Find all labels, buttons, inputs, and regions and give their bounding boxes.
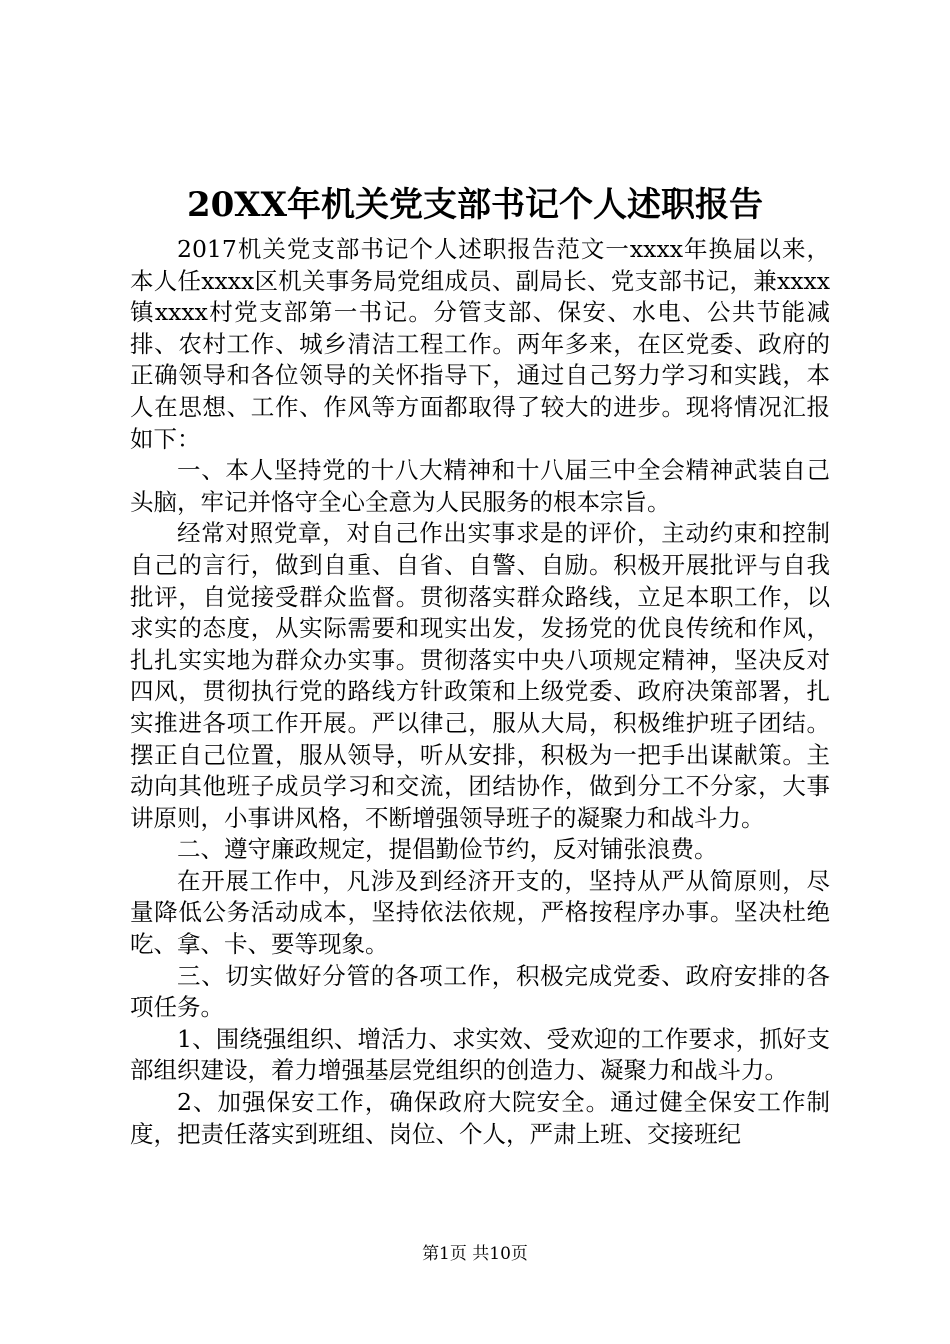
document-title: 20XX年机关党支部书记个人述职报告 (186, 185, 764, 225)
paragraph-section-1-detail: 经常对照党章，对自己作出实事求是的评价，主动约束和控制自己的言行，做到自重、自省、自警、自励。积极开展批评与自我批评，自觉接受群众监督。贯彻落实群众路线，立足本职工作，以求实的态度，从实际需要和现实出发，发扬党的优良传统和作风，扎扎实实地为群众办实事。贯彻落实中央八项规定精神，坚决反对四风，贯彻执行党的路线方针政策和上级党委、政府决策部署，扎实推进各项工作开展。严以律己，服从大局，积极维护班子团结。摆正自己位置，服从领导，听从安排，积极为一把手出谋献策。主动向其他班子成员学习和交流，团结协作，做到分工不分家，大事讲原则，小事讲风格，不断增强领导班子的凝聚力和战斗力。 (130, 519, 830, 832)
paragraph-section-2: 二、遵守廉政规定，提倡勤俭节约，反对铺张浪费。 (177, 835, 718, 864)
paragraph-item-1: 1、围绕强组织、增活力、求实效、受欢迎的工作要求，抓好支部组织建设，着力增强基层党组织的创造力、凝聚力和战斗力。 (130, 1024, 830, 1085)
paragraph-section-1: 一、本人坚持党的十八大精神和十八届三中全会精神武装自己头脑，牢记并恪守全心全意为人民服务的根本宗旨。 (130, 456, 830, 516)
page-number-footer: 第1页 共10页 (422, 1244, 528, 1264)
paragraph-item-2: 2、加强保安工作，确保政府大院安全。通过健全保安工作制度，把责任落实到班组、岗位、个人，严肃上班、交接班纪 (130, 1088, 830, 1148)
document-body (130, 234, 830, 1150)
paragraph-section-3: 三、切实做好分管的各项工作，积极完成党委、政府安排的各项任务。 (130, 961, 830, 1022)
paragraph-section-2-detail: 在开展工作中，凡涉及到经济开支的，坚持从严从简原则，尽量降低公务活动成本，坚持依法依规，严格按程序办事。坚决杜绝吃、拿、卡、要等现象。 (130, 866, 830, 959)
paragraph-intro: 2017机关党支部书记个人述职报告范文一xxxx年换届以来，本人任xxxx区机关事务局党组成员、副局长、党支部书记，兼xxxx镇xxxx村党支部第一书记。分管支部、保安、水电、公共节能减排、农村工作、城乡清洁工程工作。两年多来，在区党委、政府的正确领导和各位领导的关怀指导下，通过自己努力学习和实践，本人在思想、工作、作风等方面都取得了较大的进步。现将情况汇报如下： (130, 235, 830, 453)
